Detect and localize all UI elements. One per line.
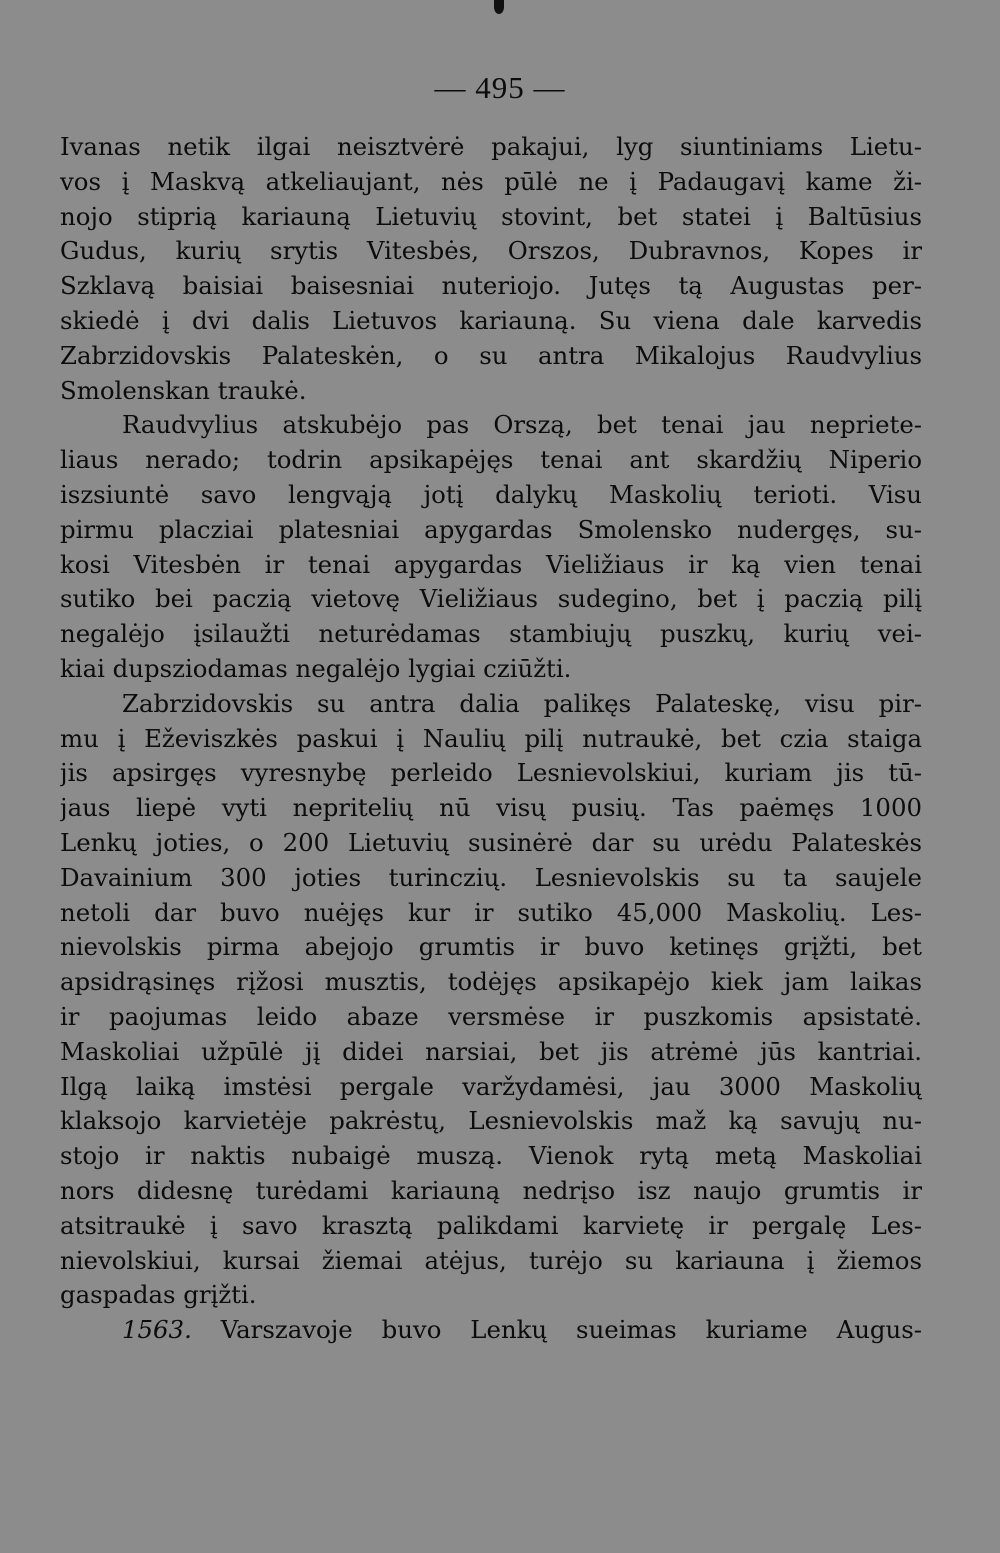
text-line: jaus liepė vyti nepritelių nū visų pusių. Tas paėmęs 1000 <box>60 793 922 823</box>
final-line-text: Varszavoje buvo Lenkų sueimas kuriame Augus- <box>220 1315 922 1345</box>
text-line: netoli dar buvo nuėjęs kur ir sutiko 45,000 Maskolių. Les- <box>60 897 922 927</box>
text-line: iszsiuntė savo lengvąją jotį dalykų Maskolių terioti. Visu <box>60 479 922 509</box>
text-line: nievolskiui, kursai žiemai atėjus, turėjo su kariauna į žiemos <box>60 1245 922 1275</box>
page-number: — 495 — <box>434 70 566 105</box>
text-line: Lenkų joties, o 200 Lietuvių susinėrė dar su urėdu Palateskės <box>60 827 922 857</box>
text-line: gaspadas grįžti. <box>60 1280 257 1310</box>
text-line: vos į Maskvą atkeliaujant, nės pūlė ne į Padaugavį kame ži- <box>60 166 922 196</box>
page-body-text <box>60 130 922 1348</box>
text-line: kiai dupsziodamas negalėjo lygiai cziūžti. <box>60 653 572 683</box>
text-line: Ilgą laiką imstėsi pergale varžydamėsi, jau 3000 Maskolių <box>60 1071 922 1101</box>
text-line: apsidrąsinęs rįžosi musztis, todėjęs apsikapėjo kiek jam laikas <box>60 967 922 997</box>
text-line: nojo stiprią kariauną Lietuvių stovint, bet statei į Baltūsius <box>60 201 922 231</box>
text-line: liaus nerado; todrin apsikapėjęs tenai ant skardžių Niperio <box>60 445 922 475</box>
text-line: Szklavą baisiai baisesniai nuteriojo. Jutęs tą Augustas per- <box>60 271 922 301</box>
text-line: negalėjo įsilaužti neturėdamas stambiujų puszkų, kurių vei- <box>60 619 922 649</box>
text-line: nors didesnę turėdami kariauną nedrįso isz naujo grumtis ir <box>60 1175 922 1205</box>
text-line: mu į Eževiszkės paskui į Naulių pilį nutraukė, bet czia staiga <box>60 723 922 753</box>
text-line: Zabrzidovskis su antra dalia palikęs Palateskę, visu pir- <box>122 688 922 718</box>
text-line: stojo ir naktis nubaigė muszą. Vienok rytą metą Maskoliai <box>60 1141 922 1171</box>
text-line: klaksojo karvietėje pakrėstų, Lesnievolskis maž ką savujų nu- <box>60 1106 922 1136</box>
year-label: 1563. <box>122 1315 192 1345</box>
text-line-final <box>60 1313 922 1348</box>
text-line: Ivanas netik ilgai neisztvėrė pakajui, lyg siuntiniams Lietu- <box>60 132 922 161</box>
text-line: pirmu placziai platesniai apygardas Smolensko nudergęs, su- <box>60 514 922 544</box>
text-line: Raudvylius atskubėjo pas Orszą, bet tenai jau nepriete- <box>122 410 922 440</box>
text-line: kosi Vitesbėn ir tenai apygardas Vieližiaus ir ką vien tenai <box>60 549 922 579</box>
text-line: jis apsirgęs vyresnybę perleido Lesnievolskiui, kuriam jis tū- <box>60 758 922 788</box>
ink-dot <box>494 0 504 14</box>
text-line: Smolenskan traukė. <box>60 375 307 405</box>
text-line: Maskoliai užpūlė jį didei narsiai, bet jis atrėmė jūs kantriai. <box>60 1036 922 1066</box>
text-line: nievolskis pirma abejojo grumtis ir buvo ketinęs grįžti, bet <box>60 932 922 962</box>
text-line: Zabrzidovskis Palateskėn, o su antra Mikalojus Raudvylius <box>60 340 922 370</box>
text-line: ir paojumas leido abaze versmėse ir puszkomis apsistatė. <box>60 1001 922 1031</box>
text-line: skiedė į dvi dalis Lietuvos kariauną. Su viena dale karvedis <box>60 305 922 335</box>
text-line: Davainium 300 joties turinczių. Lesnievolskis su ta saujele <box>60 862 922 892</box>
text-line: atsitraukė į savo krasztą palikdami karvietę ir pergalę Les- <box>60 1210 922 1240</box>
text-line: sutiko bei paczią vietovę Vieližiaus sudegino, bet į paczią pilį <box>60 584 922 614</box>
text-line: Gudus, kurių srytis Vitesbės, Orszos, Dubravnos, Kopes ir <box>60 236 922 266</box>
